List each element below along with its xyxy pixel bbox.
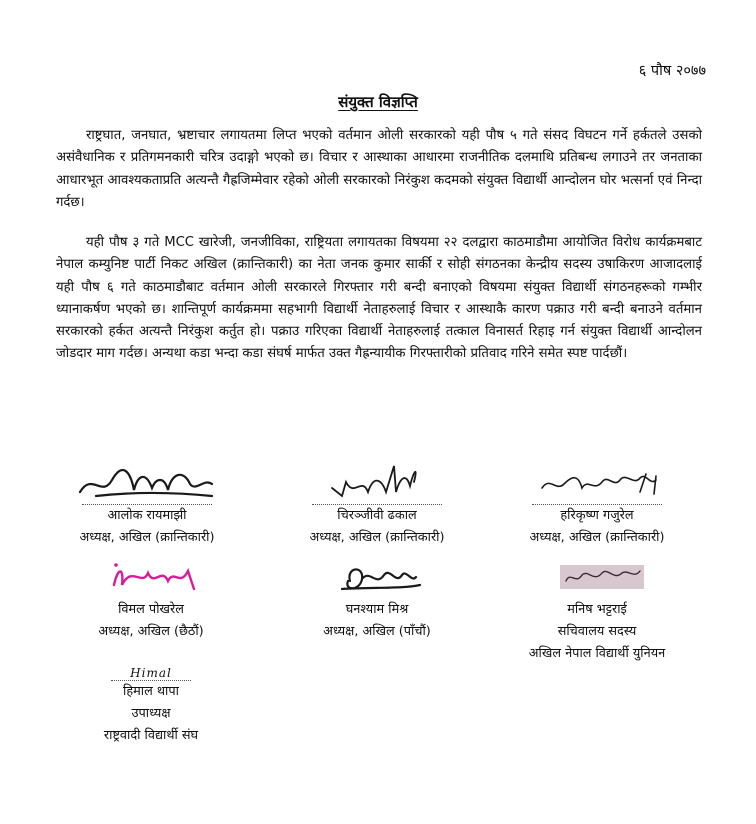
paragraph-2: यही पौष ३ गते MCC खारेजी, जनजीविका, राष्ट्रियता लगायतका विषयमा २२ दलद्वारा काठमाडौमा आयोजित विरोध कार्यक्रमबाट नेपाल कम्युनिष्ट पार्टी निकट अखिल (क्रान्तिकारी) का नेता जनक कुमार सार्की र सोही संगठनका केन्द्रीय सदस्य उषाकिरण आजादलाई यही पौष ६ गते काठमाडौबाट वर्तमान ओली सरकारले गिरफ्तार गरी बन्दी बनाएको विषयमा संयुक्त विद्यार्थी संगठनहरूको गम्भीर ध्यानाकर्षण भएको छ। शान्तिपूर्ण कार्यक्रममा सहभागी विद्यार्थी नेताहरुलाई विचार र आस्थाकै कारण पक्राउ गरी बन्दी बनाउने वर्तमान सरकारको हर्कत अत्यन्तै निरंकुश कर्तुत हो। पक्राउ गरिएका विद्यार्थी नेताहरुलाई तत्काल विनासर्त रिहाइ गर्न संयुक्त विद्यार्थी आन्दोलन जोडदार माग गर्दछ। अन्यथा कडा भन्दा कडा संघर्ष मार्फत उक्त गैह्रन्यायीक गिरफ्तारीको प्रतिवाद गरिने समेत स्पष्ट पार्दछौं। xyxy=(56,235,702,362)
signatory-1 xyxy=(32,462,262,549)
signatory-1-name: आलोक रायमाझी xyxy=(107,508,187,523)
document-title-text: संयुक्त विज्ञप्ति xyxy=(338,93,418,111)
signature-4-icon xyxy=(76,557,226,599)
signatory-5 xyxy=(262,557,492,643)
signature-2-icon xyxy=(302,462,452,504)
signatory-4-title: अध्यक्ष, अखिल (छैठौं) xyxy=(98,624,204,639)
signatory-2-title: अध्यक्ष, अखिल (क्रान्तिकारी) xyxy=(309,530,445,545)
signatory-6-name: मनिष भट्टराई xyxy=(567,602,627,617)
signatory-3-title: अध्यक्ष, अखिल (क्रान्तिकारी) xyxy=(529,530,665,545)
signatory-3 xyxy=(482,462,712,549)
signatory-4 xyxy=(36,557,266,643)
signatory-7-title: उपाध्यक्ष xyxy=(131,706,171,721)
signatory-6-org: अखिल नेपाल विद्यार्थी युनियन xyxy=(528,646,666,661)
date: ६ पौष २०७७ xyxy=(638,63,706,79)
signatory-2-name: चिरञ्जीवी ढकाल xyxy=(337,508,417,523)
signatory-5-name: घनश्याम मिश्र xyxy=(345,602,409,617)
signatory-7 xyxy=(36,662,266,747)
signature-5-icon xyxy=(302,557,452,599)
signatory-6 xyxy=(482,557,712,665)
signature-7-handwriting: Himal xyxy=(130,666,172,680)
signatory-5-title: अध्यक्ष, अखिल (पाँचौं) xyxy=(323,624,431,639)
signature-3-icon xyxy=(522,462,672,504)
signatory-7-name: हिमाल थापा xyxy=(123,684,179,699)
signatory-6-title: सचिवालय सदस्य xyxy=(557,624,637,639)
signatory-3-name: हरिकृष्ण गजुरेल xyxy=(560,508,634,523)
paragraph-1: राष्ट्रघात, जनघात, भ्रष्टाचार लगायतमा लिप्त भएको वर्तमान ओली सरकारको यही पौष ५ गते संसद विघटन गर्ने हर्कतले उसको असंवैधानिक र प्रतिगमनकारी चरित्र उदाङ्गो भएको छ। विचार र आस्थाका आधारमा राजनीतिक दलमाथि प्रतिबन्ध लगाउने तर जनताका आधारभूत आवश्यकताप्रति अत्यन्तै गैह्रजिम्मेवार रहेको ओली सरकारको निरंकुश कदमको संयुक्त विद्यार्थी आन्दोलन घोर भत्सर्ना एवं निन्दा गर्दछ। xyxy=(56,128,702,210)
signatory-7-org: राष्ट्रवादी विद्यार्थी संघ xyxy=(103,728,199,743)
document-title xyxy=(0,92,756,112)
signature-1-icon xyxy=(72,462,222,504)
signatory-4-name: विमल पोखरेल xyxy=(118,602,184,617)
signatory-1-title: अध्यक्ष, अखिल (क्रान्तिकारी) xyxy=(79,530,215,545)
signatory-2 xyxy=(262,462,492,549)
signature-6-icon xyxy=(522,557,672,599)
